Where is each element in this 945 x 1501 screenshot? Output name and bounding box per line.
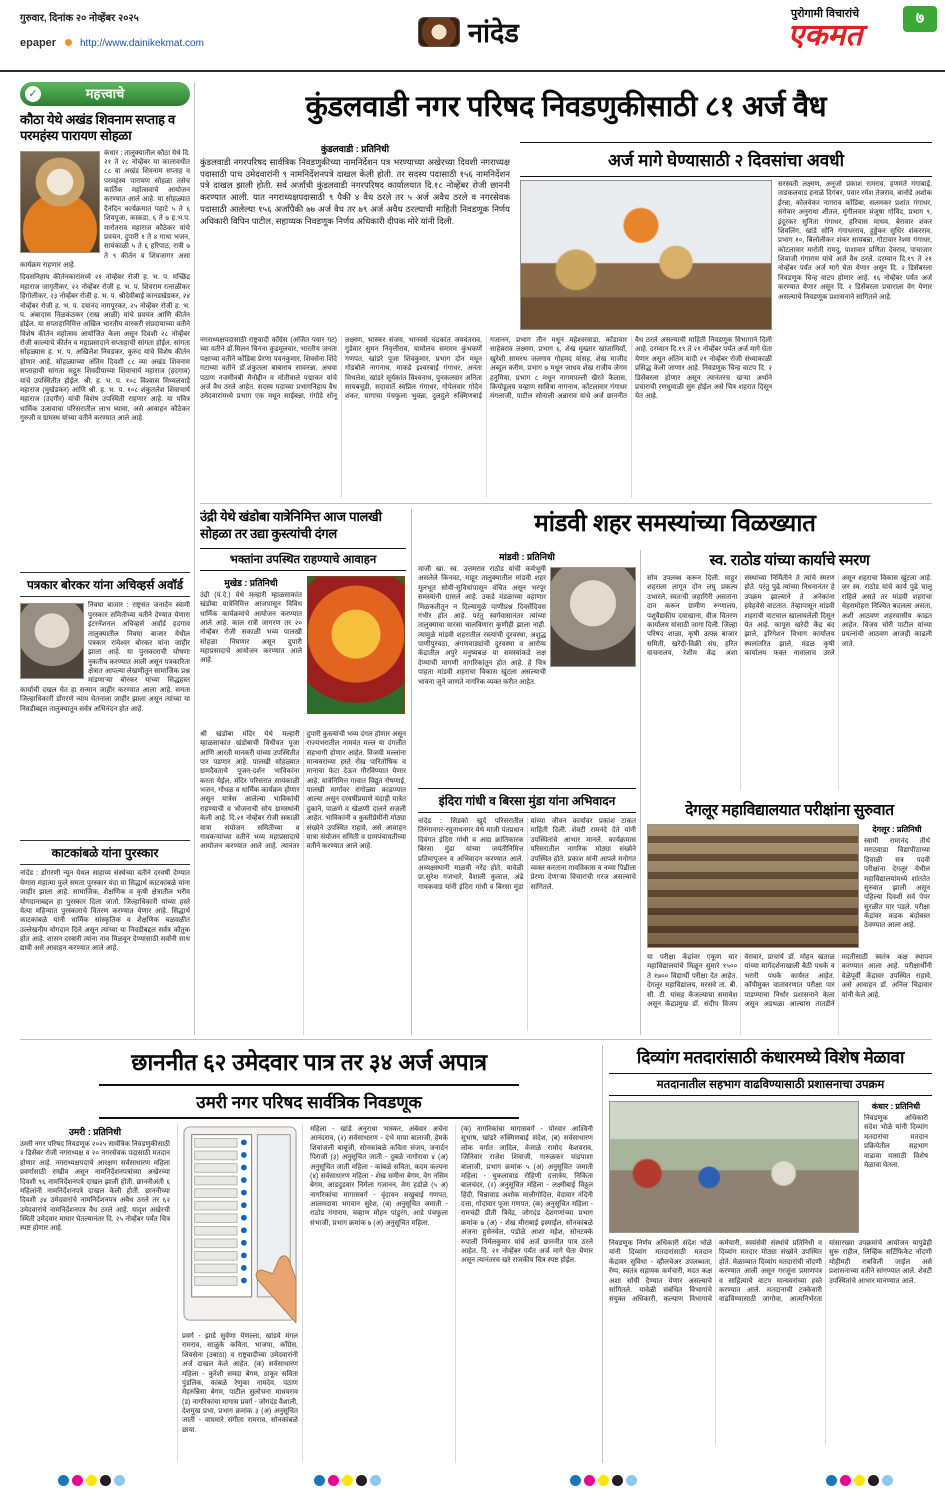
bottom-divider — [20, 1039, 932, 1040]
degloor-body1: स्वामी रामानंद तीर्थ मराठवाडा विद्यापीठाच्या हिवाळी सत्र पदवी परीक्षांना देगलूर येथील महाविद्यालयांमध्ये शांततेत सुरुवात झाली असून पहिल्या दिवशी सर्व पेपर सुरळीत पार पडले. परीक्षा केंद्रांवर कडक बंदोबस्त ठेवण्यात आला आहे. — [864, 838, 930, 930]
umari-col1: उमरी नगर परिषद निवडणूक २०२५ सार्वत्रिक निवडणुकीसाठी २ डिसेंबर रोजी नगराध्यक्ष व २० नगरसेवक पदासाठी मतदान होणार आहे. नगराध्यक्षपदाचे आरक्षण सर्वसाधारण महिला प्रवर्गासाठी राखीव असून नामनिर्देशनपत्रांच्या अखेरच्या दिवशी ९६ नामनिर्देशनपत्रे दाखल झाली होती. छाननीअंती ६ महिलांनी नामनिर्देशनपत्रे दाखल केली होती. छाननीच्या दिवशी ३४ उमेदवारांचे नामनिर्देशनपत्र अवैध ठरले तर ६२ उमेदवारांचे नामनिर्देशनपत्र वैध ठरले आहे. यादृश अखेरची स्थिती उमेदवार माघार घेतल्यानंतर दि. २५ नोव्हेंबर पर्यंत चित्र स्पष्ट होणार आहे. — [20, 1141, 170, 1233]
page-number-badge: ७ — [903, 6, 937, 32]
brand-block — [760, 6, 890, 51]
umari-article — [20, 1045, 598, 1463]
masthead-logo-icon — [418, 17, 460, 47]
rathod-body: सोय उपलब्ध करून दिली. माहूर शहराला लागून दोन लघु प्रकल्प उभारले, स्वतःची जहागिरी असताना दान करून ग्रामीण रुग्णालय, पशुवैद्यकीय दवाखाना, वीज वितरण कार्यालय यांसाठी जागा दिली. जिल्हा परिषद शाळा, कृषी उत्पन्न बाजार समिती, खरेदी-विक्री संघ, हरित वाचनालय, रेशीम केंद्र अशा संस्थांच्या निर्मितीने ते त्यांचे स्मरण होते. परंतु पुढे त्यांच्या निधनानंतर हे उपक्रम झाल्याने ते अनेकांना हवेहवेसे वाटतात. तेव्हापासून मांडवी शहराची वाटचाल खालावलेली दिसून येत आहे. कापूस खरेदी केंद्र बंद झाले, इरिगेशन विभाग कार्यालय स्थलांतरित झाले, मंडळ कृषी कार्यालय फक्त नावालाच उरले असून शहराचा विकास खुंटला आहे. जर स्व. राठोड यांचे कार्य पुढे चालू राहिले असते तर मांडवी शहराचा चेहरामोहरा निश्चित बदलला असता, अशी आठवण शहरवासीय काढत आहेत. विजय चोरी पाटील यांच्या प्रयत्नांची आठवण आजही काढली जाते. — [647, 575, 932, 657]
khandoba-headline[interactable]: उंद्री येथे खंडोबा यात्रेनिमित्त आज पालखी सोहळा तर उद्या कुस्त्यांची दंगल — [200, 509, 382, 541]
khandoba-rule — [411, 509, 412, 1035]
bottom-rule — [602, 1045, 603, 1463]
indira-body: नांदेड : सिडको खुर्द परिसरातील तिरंगानगर-रघुनाथनगर येथे माजी पंतप्रधान दिवंगत इंदिरा गांधी व आद्य क्रांतिकारक बिरसा मुंडा यांच्या जयंतीनिमित्त प्रतिमापूजन व अभिवादन करण्यात आले. अध्यक्षस्थानी माळवी नरेंद्र होते. यावेळी प्रा.सुरेश गजभारे, वैशाली कुलाल, अंढे गायकवाड यांनी इंदिरा गांधी व बिरसा मुंडा यांच्या जीवन कार्यावर प्रकाश टाकत माहिती दिली. शेवटी रामनंदे देते यांनी उपस्थितांचे आभार मानले. कार्यक्रमास परिसरातील नागरिक मोठ्या संख्येने उपस्थित होते. प्रकाश यांनी आपले मनोगत व्यक्त करताना गावविकास व नव्या पिढीला प्रेरणा देणाऱ्या विचारांची गरज असल्याचे सांगितले. — [418, 818, 636, 891]
print-marks-cluster — [314, 1472, 384, 1490]
print-mark-dot — [370, 1475, 381, 1486]
important-section-header — [20, 82, 190, 106]
print-mark-dot — [598, 1475, 609, 1486]
officials-photo[interactable] — [520, 180, 772, 330]
katkamble-headline[interactable]: काटकांबळे यांना पुरस्कार — [20, 840, 190, 865]
mandavi-portrait[interactable] — [550, 567, 636, 667]
deity-photo[interactable] — [307, 576, 405, 714]
kautha-headline[interactable]: कौठा येथे अखंड शिवनाम सप्ताह व परमहंस्य पारायण सोहळा — [20, 112, 175, 144]
print-mark-dot — [868, 1475, 879, 1486]
borkar-body: निवघा बाजार : राष्ट्रसंत जनार्दन स्वामी पुरस्कार समितीच्या वतीने देण्यात येणारा इंटरनॅशनल अचिव्हर्स अवॉर्ड हदगाव तालुक्यातील निवघा बाजार येथील पत्रकार रामेश्वर बोरकर यांना जाहीर झाला आहे. या पुरस्काराची घोषणा नुकतीच करण्यात आली असून पत्रकारिता क्षेत्रात आपल्या लेखणीतून सामाजिक प्रश्न मांडणाऱ्या बोरकर यांच्या सिद्धहस्त कार्याची दखल घेत हा सन्मान जाहीर करण्यात आला आहे. समता जिल्हाधिकारी डोंगरणे न्याय चेतनाला जाहीर झाला असून त्यांच्या या निवडीबद्दल तालुक्यातून सर्वत्र अभिनंदन होत आहे. — [20, 602, 190, 713]
khandoba-article — [200, 509, 406, 1035]
kandhar-dateline: कंधार : प्रतिनिधी — [871, 1102, 921, 1111]
rathod-headline[interactable]: स्व. राठोड यांच्या कार्याचे स्मरण — [709, 552, 870, 569]
kandhar-body: निवडणूक निर्णय अधिकारी संदेश भोळे यांनी दिव्यांग मतदारांसाठी मतदान केंद्रावर सुविधा - व्हीलचेअर उपलब्धता, रॅम्प, स्वतंत्र सहायक कर्मचारी, मदत कक्ष अशा सोयी देण्यात येणार असल्याचे सांगितले. यावेळी संबंधित विभागांचे संयुक्त अधिकारी, कल्याण विभागाचे कर्मचारी, स्वयंसेवी संस्थांचे प्रतिनिधी व दिव्यांग मतदार मोठ्या संख्येने उपस्थित होते. मेळाव्यात दिव्यांग मतदारांची नोंदणी करण्यात आली असून गरजूंना प्रमाणपत्र व साहित्याचे वाटप मान्यवरांच्या हस्ते करण्यात आले. मतदानाची टक्केवारी वाढविण्यासाठी जागोवा, आत्मनिर्भरता यांसारख्या उपक्रमांचे आयोजन यापुढेही सुरू राहील, लिव्हिंक सर्टिफिकेट नोंदणी मोहीमही राबविली जाईल असे प्रशासनाच्या वतीने सांगण्यात आले. शेवटी उपस्थितांचे आभार मानण्यात आले. — [609, 1240, 932, 1304]
lead-names-column: सरस्वती लक्ष्मण, अनूजो प्रकाश रामराव, हणमंते गंगाबाई, ताडकलवाड हनाळे दिगंबर, पवार रमेश तेजराव, बानोडे अशोक ईरन्ना, कोलवेकर नागराव कोंडिबा, सलमकर प्रशांत गंगाधर, संगेवार अनुराधा शीतल, मुंगीलवार मंजूषा गोविंद, प्रभाग ९, इंदूरकर सुनिता गंगाधर, हरिवास माधव, बेरावार शंकर शिवलिंग, खांडे सोनि गंगाधरराव, हुड्डेकर सुधिर शंकरराव, प्रभाग १०, बिलोलीकर शंकर सायबन्ना, गोटावार रेश्मा गंगाधर, कोटलावार मारोती रामदु, पाशावार प्रणिता देवराव, पाचाजार शिवाजी गंगाराम यांचे अर्ज वैध ठरले. दरम्यान दि.१९ ते २१ नोव्हेंबर पर्यंत अर्ज मागे घेता येणार असून दि. २ डिसेंबरला निवडणूक चिन्ह वाटप होणार आहे. १६ नोव्हेंबर पर्यंत अर्ज करण्यात येणार असून दि. २ डिसेंबरला प्रचाराला वेग येणार असल्याचे निवडणूक प्रशासनाने सांगितले आहे. — [778, 181, 932, 301]
indira-headline[interactable]: इंदिरा गांधी व बिरसा मुंडा यांना अभिवादन — [418, 788, 636, 813]
khandoba-dateline: मुखेड : प्रतिनिधी — [224, 577, 278, 588]
print-mark-dot — [626, 1475, 637, 1486]
date-line: गुरुवार, दिनांक २० नोव्हेंबर २०२५ — [20, 13, 139, 24]
header-divider — [0, 70, 945, 72]
kandhar-side: निवडणूक अधिकारी संदेश भोळे यांनी दिव्यांग मतदारांचा मतदान प्रक्रियेतील सहभाग वाढावा यासाठी विशेष मेळावा घेतला. — [864, 1115, 928, 1169]
masthead-city: नांदेड — [468, 18, 519, 48]
lead-intro: कुंडलवाडी नगरपरिषद सार्वत्रिक निवडणुकीच्या नामनिर्देशन पत्र भरण्याच्या अखेरच्या दिवशी नगराध्यक्ष पदासाठी पाच उमेदवारांनी ९ नामनिर्देशनपत्रे दाखल केली होती. तर सदस्य पदासाठी १५६ नामनिर्देशन पत्रे दाखल झाली होती. सर्व अर्जांची कुंडलवाडी नगरपरिषद कार्यालयात दि.१८ नोव्हेंबर रोजी छाननी करण्यात आली. यात नगराध्यक्षपदासाठी ९ पैकी ४ वैध ठरले तर ५ अर्ज अवैध ठरले व नगरसेवक पदासाठी आलेल्या १५६ अर्जांपैकी ७७ अर्ज वैध तर ७९ अर्ज अवैध ठरल्याची माहिती निवडणूक निर्णय अधिकारी विपिन पाटील, सहाय्यक निवडणूक निर्णय अधिकारी दीपक मोरे यांनी दिली. — [200, 157, 510, 226]
mid-divider — [200, 503, 932, 504]
kandhar-subhead: मतदानातील सहभाग वाढविण्यासाठी प्रशासनाचा उपक्रम — [609, 1073, 932, 1096]
check-circle-icon: ✓ — [25, 86, 41, 102]
kandhar-headline[interactable]: दिव्यांग मतदारांसाठी कंधारमध्ये विशेष मेळावा — [636, 1048, 905, 1067]
lead-headline[interactable]: कुंडलवाडी नगर परिषद निवडणुकीसाठी ८१ अर्ज वैध — [305, 91, 827, 123]
khandoba-body1: उंद्री (पं.दे.) येथे मल्हारी म्हाळसाकांत खंडोबा यात्रेनिमित्त आजपासून विविध धार्मिक कार्यक्रमांचे आयोजन करण्यात आले आहे. काल रात्री जागरण तर २० नोव्हेंबर रोजी सकाळी भव्य पालखी सोहळा निघणार असून दुपारी महाप्रसादाचे आयोजन करण्यात आले आहे. — [200, 591, 302, 665]
masthead[interactable] — [418, 13, 519, 50]
borkar-headline[interactable]: पत्रकार बोरकर यांना अचिव्हर्स अवॉर्ड — [20, 572, 190, 597]
print-marks-cluster — [58, 1472, 128, 1490]
mandavi-headline[interactable]: मांडवी शहर समस्यांच्या विळख्यात — [534, 510, 816, 537]
mandavi-body-block — [418, 550, 636, 782]
katkamble-body: नांदेड : डोंगरणी न्यून येथल साहाय्य संस्थेच्या वतीने दरवर्षी देण्यात येणारा महात्मा फुले समता पुरस्कार यंदा या सिद्धार्थ काटकांबळे यांना जाहीर झाला आहे. सामाजिक, शैक्षणिक व कृषी क्षेत्रातील भरीव योगदानाबद्दल हा पुरस्कार दिला जातो. जिल्हाधिकारी यांच्या हस्ते येत्या महिन्यात पुरस्काराचे वितरण करण्यात येणार आहे. सिद्धार्थ काटकांबळे यांनी धार्मिक सांस्कृतिक व शैक्षणिक चळवळीत उल्लेखनीय योगदान दिले असून त्यांच्या या निवडीबद्दल सर्वत्र कौतुक होत आहे. शासन दरबारी त्यांना नाव मिळवून देण्यासाठी सर्वांनी साथ द्यावी असे आवाहन करण्यात आले आहे. — [20, 870, 190, 953]
print-mark-dot — [342, 1475, 353, 1486]
mandavi-body: माजी खा. स्व. उत्तमराव राठोड यांची कर्मभूमी असलेले किनवट, माहूर तालुक्यातील मांडवी शहर मूलभूत सोयी-सुविधांपासून वंचित असून भरपूर समस्यांनी ग्रासले आहे. उकडे मंडळाच्या वहाणार मिळकतीतून न दिल्यामुळे पाणीप्रश्न दिवसेंदिवस गंभीर होत आहे. परंतु स्वर्गवासानंतर त्यांच्या तालुक्याचा वारसा चालविणारा कुणीही झाला नाही. त्यामुळे मांडवी शहरातील रस्त्यांची दुरवस्था, अशुद्ध पाणीपुरवठा, अंगणवाड्यांची दुरवस्था व आरोग्य केंद्रातील अपुरे मनुष्यबळ या समस्यांकडे लक्ष देण्याची मागणी नागरिकांतून होत आहे. हे चित्र पाहता मांडवी शहराचा विकास खुंटला असल्याची भावना जुने जाणते नागरिक व्यक्त करीत आहेत. — [418, 566, 546, 686]
umari-headline[interactable]: छाननीत ६२ उमेदवार पात्र तर ३४ अर्ज अपात्र — [131, 1049, 487, 1075]
kautha-lead: कंधार : तालुक्यातील कौठा येथे दि. २१ ते २८ नोव्हेंबर या कालावधीत ८८ वा अखंड शिवनाम सप्ताह व परमहंस्य पारायण सोहळा तसेच कार्तिक महोत्सवाचे आयोजन करण्यात आले आहे. या सोहळ्यात दैनंदिन कार्यक्रमात पहाटे ५ ते ६ शिवपूजा, काकडा, ६ ते ७ ह.भ.प. मारोतराव महाराज कौठेकर यांचे प्रवचन, दुपारी १ ते ४ गाथा भजन, सायंकाळी ५ ते ६ हरिपाठ, रात्री ७ ते ९ कीर्तन व शिवजागर असा कार्यक्रम राहणार आहे. — [20, 149, 190, 269]
degloor-headline[interactable]: देगलूर महाविद्यालयात परीक्षांना सुरुवात — [685, 802, 894, 819]
print-mark-dot — [314, 1475, 325, 1486]
print-marks-cluster — [826, 1472, 896, 1490]
lead-dense-columns: नगराध्यक्षपदासाठी राष्ट्रवादी काँग्रेस (अजित पवार गट) च्या वतीने डॉ.मिलन चिनना कुडमूलवार, भारतीय जनता पक्षाच्या वतीने कोंडिबा प्रेरणा पवनकुमार, शिवसेना शिंदे गटाच्या वतीने डॉ.शंकुतला बाबाराव सावनन्ना, अथवा पठाण नजमीनबी मैनोद्दीन व मोतीवाले पद्माकर यांचे अर्ज वैध ठरले आहेत. सदस्य पदाच्या प्रभागनिहाय वैध उमेदवारांमध्ये प्रभाग एक मधून साईबन्ना, गंगोडे सोनू लक्ष्मण, भास्कर संजय, भानवसे चंद्रकांत जयवंतराव, गुडेवार सुमन निवृत्तीराव, यामोलच समारम कुंभकर्णे गणपत, खांडरे पूजा शिवकुमार, प्रभाग दोन मधून गोडबोले नागनाथ, माकडे इश्वरबाई गंगाधर, अनंता मिथलेश, खांडरे सूर्यकांत विश्वनाथ, पुनकलवार अनिता सायबचूडी, सदावार्ते स्वप्निल गंगाधर, गोपेलवार गोदेन शंकर, यागाचा पंचफुला भुवन्ना, दुलदुले रुक्मिणबाई गजानन, प्रभाग तीन मधून महेश्वरवाडा, कोंडावार साहेबराव लक्ष्मण, प्रभाग ६, शेख मुख्तार खाजामियाँ, खुरेशी सामरथ जलगाव गोहमद यांसह, शेख माजीद अब्दुल करीम, प्रभाग ७ मधून जाधव शेख राजीव जेगम हनुमिया, प्रभाग ८ मधून नागमपल्ली खैरते कैलास, कियोडूलय चव्हाण सावित्रा नागनाथ, कोंटलावार गंगाधर मंगलाजी, पाटील सोनाली अन्नाराव यांचे अर्ज छाननीत वैध ठरले असल्याची माहिती निवडणूक विभागाने दिली आहे. दरम्यान दि.१९ ते २१ नोव्हेंबर पर्यंत अर्ज मागे घेता येणार असून अंतिम यादी २१ नोव्हेंबर रोजी संध्याकाळी प्रसिद्ध केली जाणार आहे. निवडणूक चिन्ह वाटप दि. २ डिसेंबरला होणार असून त्यानंतरच खऱ्या अर्थाने प्रचाराची रणधुमाळी सुरु होईल असे चित्र शहरात दिसून येत आहे. — [200, 337, 772, 401]
print-mark-dot — [570, 1475, 581, 1486]
lead-subhead[interactable]: अर्ज मागे घेण्यासाठी २ दिवसांचा अवधी — [520, 142, 932, 177]
degloor-dateline: देगलूर : प्रतिनिधी — [872, 825, 922, 834]
print-mark-dot — [854, 1475, 865, 1486]
lead-intro-block — [200, 142, 510, 332]
kandhar-article — [609, 1045, 932, 1463]
kautha-body: दिवसनिहाय कीर्तनकारांमध्ये २१ नोव्हेंबर रोजी ह. भ. प. मच्छिंद्र महाराज जागृतीकर, २२ नोव्हेंबर रोजी ह. भ. प. शिवराम रत्नाळीकर हिंगोलीकर, २३ नोव्हेंबर रोजी ह. भ. प. श्रीदेवीबाई कानडखेडकर, २४ नोव्हेंबर रोजी ह. भ. प. दयानंद नागपूरकर, २५ नोव्हेंबर रोजी ह. भ. प. अंबादास निळकंठकर (राख आळी) यांचे प्रवचन आणि कीर्तन होईल. या सप्ताहानिमित्त अखिल भारतीय वारकरी संप्रदायाच्या वतीने विशेष कीर्तन महोत्सव आयोजित केला असून दिवशी २८ नोव्हेंबर रोजी काल्याचे कीर्तन व महाप्रसादाने सप्ताहाची सांगता होईल. सांगता सोहळ्यास ह. भ. प. अखिलेश निवडकर, कुरुंद यांचे विशेष कीर्तन होणार आहे. सोहळ्याच्या अंतिम दिवशी ८८ व्या अखंड शिवनाम सप्ताहाची सांगता सद्गुरु शिवदीपाच्या शिवाचार्य महाराज (हदगाव) यांचे उपस्थितीत होईल. श्री. ह. भ. प. १०८ विश्वास मिथ्यलवाड़े महाराज (मुखेडकर) आणि श्री. ह. भ. प. १०८ शंकुतलेश शिवाचार्य महाराज (उदगीर) यांची विशेष उपस्थिती राहणार आहे. या पवित्र धार्मिक उत्सवाचा परिसरातील लाभ घ्यावा, असे आवाहन कौठेकर गुरुजी व ग्रामस्थ यांच्या वतीने करण्यात आले आहे. — [20, 274, 190, 422]
print-mark-dot — [86, 1475, 97, 1486]
print-mark-dot — [840, 1475, 851, 1486]
rathod-rule — [640, 550, 641, 1035]
khandoba-subhead: भक्तांना उपस्थित राहण्याचे आवाहन — [200, 548, 406, 571]
print-mark-dot — [356, 1475, 367, 1486]
umari-col3: महिला - खांडे अनुराधा भास्कर, अंबेवार अर्चना आनंदराव, (२) सर्वसाधारण - दंभे माया बालाजी, हेमके शिवांजली बाबूजी, सोनकांबळे कविता संजय, जनार्दन पिराजी (३) अनुसूचित जाती - दुबळे नागोरावा ४ (अ) अनुसूचित जाती महिला - कांबळे सविता, कदम कल्पना (४) सर्वसाधारण महिला - शेख समीना बेगम, वेग नसिम बेगम, आडदुडवार निर्मला गजानन, वेण हडोळे (५ अ) नागरिकांचा मागासवर्ग - वृंदावन सखुबाई गणपत, आलमदावा भगवान सुरेश, (ब) अनुसूचित जमाती - राठोड गंगाराम, चव्हाण मोहन पांडुरंग, आडे पंचफुला संभाजी, प्रभाग क्रमांक ७ (अ) अनुसूचित महिला. — [310, 1126, 448, 1227]
lead-dateline: कुंडलवाडी : प्रतिनिधी — [320, 144, 390, 154]
print-mark-dot — [584, 1475, 595, 1486]
borkar-photo[interactable] — [20, 603, 84, 679]
print-mark-dot — [826, 1475, 837, 1486]
print-mark-dot — [612, 1475, 623, 1486]
umari-subhead: उमरी नगर परिषद सार्वत्रिक निवडणूक — [99, 1084, 519, 1119]
print-mark-dot — [882, 1475, 893, 1486]
print-mark-dot — [114, 1475, 125, 1486]
print-mark-dot — [72, 1475, 83, 1486]
umari-col2: प्रवर्ग - झाडे सुर्वणा येणल्ला, खांडवे मंगल रामराव, साळुंके कविता, भाजपा, काँग्रेस, शिवसेना (उबाठा) व राष्ट्रवादीच्या उमेदवारांनी अर्ज दाखल केले आहेत. (क) सर्वसाधारण महिला - कुरेशी समदा बेगम, ठाकूर सविता पुंडलिक, कांबळे रेणुका नामदेव, पठाण मेहरुन्निसा बेगम, पाटील सुलोचना माधवराव (ड) नागरिकांचा मागास प्रवर्ग - जोगदंड वैशाली, देशमुख प्रभा, प्रभाग क्रमांक ३ (अ) अनुसूचित जाती - वाघमारे संगीता रामराव, सोनकांबळे छाया. — [182, 1333, 298, 1434]
brand-name: एकमत — [787, 19, 863, 52]
guru-photo[interactable] — [20, 151, 100, 253]
khandoba-body2: श्री खंडोबा मंदिर येथे मल्हारी म्हाळसाकांत खंडोबाची विधीवत पूजा आणि आरती मानकरी यांच्या उपस्थितीत पार पडणार आहे. पालखी सोहळ्यात ग्रामदैवताचे पूजन-दर्शन भाविकांना करता येईल. मंदिर परिसरात सायंकाळी भजन, गोंधळ व धार्मिक कार्यक्रम होणार असून यात्रेस आलेल्या भाविकांची राहण्याची व भोजनाची सोय ग्रामस्थांनी केली आहे. दि.२१ नोव्हेंबर रोजी सकाळी यात्रा संयोजन समितीच्या व गावकऱ्यांच्या वतीने भव्य महाप्रसादाचे आयोजन करण्यात आले आहे. त्यानंतर दुपारी कुस्त्यांची भव्य दंगल होणार असून राज्यभरातील नामवंत मल्ल या दंगलीत सहभागी होणार आहेत. विजयी मल्लांना मान्यवरांच्या हस्ते रोख पारितोषिक व मानाचा फेटा देऊन गौरविण्यात येणार आहे. यात्रेनिमित्त गावात विद्युत रोषणाई, पालखी मार्गावर रांगोळ्या काढण्यात आल्या असून दरवर्षीप्रमाणे यंदाही यात्रेत दुकाने, पाळणे व खेळणी दालने सजली आहेत. भाविकांनी व कुस्तीप्रेमींनी मोठ्या संख्येने उपस्थित राहावे, असे आवाहन यात्रा संयोजन समिती व ग्रामपंचायतीच्या वतीने करण्यात आले आहे. — [200, 730, 406, 851]
degloor-body2: या परीक्षा केंद्रांवर एकूण चार महाविद्यालयांचे मिळून सुमारे १५०० ते १७०० विद्यार्थी परीक्षा देत आहेत. देगलूर महाविद्यालय, मरसवे ता. बी. सी. टी. यांसह केंजल्याचा समावेश असून केंद्रप्रमुख डॉ. संदीप विजय वेरावार, प्राचार्य डॉ. मोहन खताळ यांच्या मार्गदर्शनाखाली बैठी पथके व भरारी पथके कार्यरत आहेत. कॉपीमुक्त वातावरणात परीक्षा पार पाडण्याचा निर्धार प्रशासनाने केला असून अडथळा आल्यास तातडीने मदतीसाठी स्वतंत्र कक्ष स्थापन करण्यात आला आहे. परीक्षार्थींनी वेळेपूर्वी केंद्रावर उपस्थित राहावे, असे आवाहन डॉ. अनिल चिद्रावार यांनी केले आहे. — [647, 954, 932, 1008]
indira-article — [418, 788, 636, 1035]
rathod-article — [647, 550, 932, 794]
evm-illustration[interactable] — [182, 1125, 298, 1323]
degloor-article — [647, 798, 932, 1035]
left-column-rule — [194, 82, 195, 1035]
brand-tagline: पुरोगामी विचारांचे — [790, 8, 860, 20]
left-column — [20, 82, 190, 1035]
mandavi-dateline: मांडवी : प्रतिनिधी — [499, 552, 555, 562]
meeting-photo[interactable] — [609, 1101, 859, 1233]
important-section-label: महत्त्वाचे — [85, 86, 125, 101]
classroom-photo[interactable] — [647, 824, 859, 948]
umari-col4: (क) नागरिकांचा मागासवर्ग - पोरवार आश्विनी सुभाष, खांडरे रुक्मिणबाई संदेश, (ब) सर्वसाधारण लोक वर्गात जादिल, वेजाळे रामोद केशवराव, जिनिवार राजेश शिवाजी, गारुळकर चांद्रपाशा बालाजी, प्रभाग क्रमांक ५ (अ) अनुसूचित जमाती महिला - चुकलावाड रोहिणी दत्तात्रेय, निकिता बालचंदर, (२) अनुसूचित महिला - लक्ष्मीबाई विठ्ठल हिंदी, चिन्नावाड अशोक मालीगोदिल, वेदावार नंदिनी दत्ता, गोदावार पूजा गणपत, (क) अनुसूचित महिला - रामचंद्री प्रीती त्रिवेंद्र, जोगदंड देशगणांच्या प्रभाग क्रमांक ७ (अ) - शेख मीराबाई इस्माईल, सोनकांबळे अंजना हुसेनवेल, पडोळे आशा महेश, सोनटक्के रुपाली निर्मलकुमार यांचे अर्ज छाननीत पात्र ठरले आहेत. दि. २१ नोव्हेंबर पर्यंत अर्ज मागे घेता येणार असून त्यानंतरच खरे राजकीय चित्र स्पष्ट होईल. — [455, 1125, 593, 1463]
website-link[interactable]: http://www.dainikekmat.com — [79, 38, 204, 49]
umari-dateline: उमरी : प्रतिनिधी — [68, 1127, 122, 1137]
print-mark-dot — [100, 1475, 111, 1486]
print-mark-dot — [58, 1475, 69, 1486]
print-marks-cluster — [570, 1472, 640, 1490]
epaper-bar — [20, 33, 204, 51]
epaper-label: epaper — [20, 37, 57, 49]
epaper-dot-icon — [65, 39, 72, 46]
print-mark-dot — [328, 1475, 339, 1486]
